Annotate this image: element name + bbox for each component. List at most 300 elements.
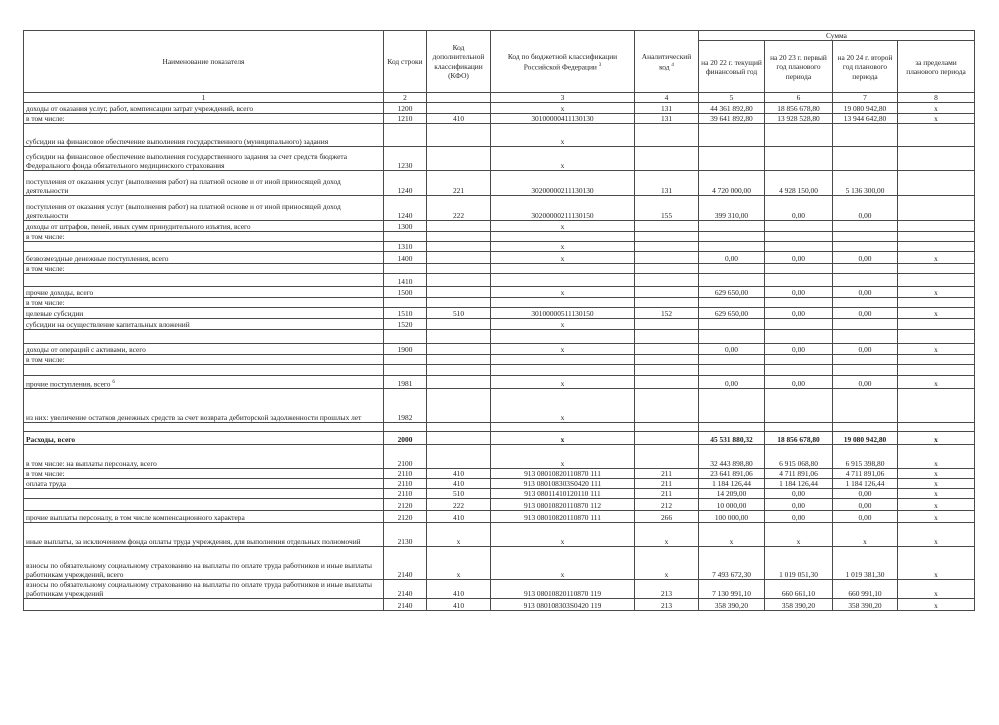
row-analytic-code xyxy=(635,365,699,376)
row-name: прочие поступления, всего $^6$ xyxy=(24,376,384,389)
row-sum-2022: 358 390,20 xyxy=(699,599,765,611)
row-analytic-code xyxy=(635,298,699,308)
row-analytic-code xyxy=(635,376,699,389)
row-name xyxy=(24,365,384,376)
header-year-1: на 20 22 г. текущий финансовый год xyxy=(699,41,765,93)
row-sum-beyond xyxy=(898,298,975,308)
table-row xyxy=(24,287,975,298)
row-code xyxy=(384,232,427,242)
row-sum-2022 xyxy=(699,330,765,344)
table-row xyxy=(24,114,975,124)
table-row xyxy=(24,103,975,114)
row-sum-2023: 18 856 678,80 xyxy=(765,103,833,114)
row-analytic-code: 131 xyxy=(635,114,699,124)
row-kbk: 913 080108303S0420 119 xyxy=(491,599,635,611)
row-name xyxy=(24,599,384,611)
row-kbk: х xyxy=(491,376,635,389)
row-sum-2023: 1 184 126,44 xyxy=(765,479,833,489)
row-kbk: х xyxy=(491,242,635,252)
row-sum-2024: 0,00 xyxy=(833,344,898,355)
row-sum-2023: 0,00 xyxy=(765,344,833,355)
row-sum-2022 xyxy=(699,232,765,242)
row-name: целевые субсидии xyxy=(24,308,384,319)
row-sum-2022: 1 184 126,44 xyxy=(699,479,765,489)
row-sum-2024: 19 080 942,80 xyxy=(833,103,898,114)
row-sum-beyond xyxy=(898,319,975,330)
financial-table xyxy=(23,30,975,611)
table-row xyxy=(24,445,975,469)
row-sum-2023 xyxy=(765,124,833,147)
row-sum-beyond: х xyxy=(898,547,975,580)
row-kfo: 410 xyxy=(427,511,491,523)
footnote-mark: 6 xyxy=(112,379,115,385)
row-sum-2022 xyxy=(699,264,765,274)
row-sum-2024: 0,00 xyxy=(833,489,898,499)
row-sum-2024: 0,00 xyxy=(833,376,898,389)
row-code xyxy=(384,330,427,344)
index-cell: 3 xyxy=(491,93,635,103)
header-kbk: Код по бюджетной классификации Российской Федерации $^3$ xyxy=(491,31,635,93)
row-sum-2022: х xyxy=(699,523,765,547)
index-cell: 1 xyxy=(24,93,384,103)
row-sum-2023 xyxy=(765,221,833,232)
row-code: 2120 xyxy=(384,499,427,511)
row-code: 1240 xyxy=(384,171,427,196)
row-sum-2022: 100 000,00 xyxy=(699,511,765,523)
row-sum-2022: 14 209,00 xyxy=(699,489,765,499)
table-row xyxy=(24,308,975,319)
row-sum-beyond: х xyxy=(898,580,975,599)
table-row xyxy=(24,242,975,252)
row-sum-beyond: х xyxy=(898,432,975,445)
header-name: Наименование показателя xyxy=(24,31,384,93)
row-kbk xyxy=(491,264,635,274)
row-sum-2024: 358 390,20 xyxy=(833,599,898,611)
row-kfo: 410 xyxy=(427,599,491,611)
row-sum-2023 xyxy=(765,365,833,376)
row-sum-beyond: х xyxy=(898,469,975,479)
row-sum-2022: 399 310,00 xyxy=(699,196,765,221)
row-sum-2023: 0,00 xyxy=(765,376,833,389)
row-kfo xyxy=(427,124,491,147)
row-analytic-code xyxy=(635,344,699,355)
row-analytic-code xyxy=(635,287,699,298)
row-sum-beyond xyxy=(898,423,975,432)
row-sum-beyond: х xyxy=(898,103,975,114)
row-sum-2023 xyxy=(765,319,833,330)
row-kfo xyxy=(427,274,491,287)
row-analytic-code xyxy=(635,423,699,432)
row-sum-2024 xyxy=(833,355,898,365)
row-code: 1500 xyxy=(384,287,427,298)
row-analytic-code: 211 xyxy=(635,489,699,499)
row-sum-2024: 1 019 381,30 xyxy=(833,547,898,580)
row-sum-2024: 1 184 126,44 xyxy=(833,479,898,489)
row-analytic-code: 131 xyxy=(635,103,699,114)
row-sum-2024: 4 711 891,06 xyxy=(833,469,898,479)
row-code: 2000 xyxy=(384,432,427,445)
row-sum-2022: 44 361 892,80 xyxy=(699,103,765,114)
row-analytic-code xyxy=(635,147,699,171)
row-code xyxy=(384,423,427,432)
row-kbk xyxy=(491,355,635,365)
header-kfo: Код дополнительной классификации (КФО) xyxy=(427,31,491,93)
row-sum-2022 xyxy=(699,221,765,232)
row-kfo xyxy=(427,355,491,365)
row-kfo xyxy=(427,365,491,376)
row-kbk: х xyxy=(491,147,635,171)
row-sum-2024 xyxy=(833,298,898,308)
row-sum-beyond xyxy=(898,389,975,423)
row-kbk xyxy=(491,298,635,308)
row-sum-beyond xyxy=(898,221,975,232)
row-name: субсидии на финансовое обеспечение выполнения государственного (муниципального) задания xyxy=(24,124,384,147)
row-kfo xyxy=(427,252,491,264)
row-sum-2023: 0,00 xyxy=(765,308,833,319)
header-beyond: за пределами планового периода xyxy=(898,41,975,93)
row-kfo: 222 xyxy=(427,196,491,221)
row-sum-2024 xyxy=(833,423,898,432)
table-row xyxy=(24,232,975,242)
row-code xyxy=(384,355,427,365)
row-kbk: х xyxy=(491,221,635,232)
index-cell: 2 xyxy=(384,93,427,103)
row-sum-beyond: х xyxy=(898,523,975,547)
row-sum-2022 xyxy=(699,355,765,365)
row-kfo xyxy=(427,103,491,114)
row-kbk: х xyxy=(491,523,635,547)
row-sum-beyond xyxy=(898,274,975,287)
row-sum-2024: 0,00 xyxy=(833,287,898,298)
row-code: 1200 xyxy=(384,103,427,114)
row-sum-beyond xyxy=(898,147,975,171)
financial-plan-sheet xyxy=(23,30,975,611)
row-sum-2022 xyxy=(699,319,765,330)
row-kfo xyxy=(427,432,491,445)
row-sum-2024 xyxy=(833,221,898,232)
row-kbk xyxy=(491,365,635,376)
table-row xyxy=(24,469,975,479)
row-analytic-code: 213 xyxy=(635,580,699,599)
row-sum-2023: 6 915 068,80 xyxy=(765,445,833,469)
row-code: 2120 xyxy=(384,511,427,523)
table-row xyxy=(24,423,975,432)
row-analytic-code: 213 xyxy=(635,599,699,611)
row-name: доходы от штрафов, пеней, иных сумм принудительного изъятия, всего xyxy=(24,221,384,232)
row-kbk: х xyxy=(491,344,635,355)
table-row xyxy=(24,499,975,511)
row-kbk: х xyxy=(491,252,635,264)
table-row xyxy=(24,171,975,196)
table-row xyxy=(24,511,975,523)
row-sum-beyond: х xyxy=(898,499,975,511)
row-sum-beyond: х xyxy=(898,479,975,489)
row-sum-beyond: х xyxy=(898,445,975,469)
row-name: взносы по обязательному социальному страхованию на выплаты по оплате труда работников и иные выплаты работникам учреждений xyxy=(24,580,384,599)
row-kfo xyxy=(427,389,491,423)
row-sum-2024: 13 944 642,80 xyxy=(833,114,898,124)
row-kbk: х xyxy=(491,103,635,114)
row-sum-2023 xyxy=(765,423,833,432)
row-sum-2023: 660 661,10 xyxy=(765,580,833,599)
row-analytic-code xyxy=(635,432,699,445)
row-name: в том числе: xyxy=(24,232,384,242)
row-analytic-code xyxy=(635,221,699,232)
row-kbk: 30100000511130150 xyxy=(491,308,635,319)
table-row xyxy=(24,547,975,580)
row-name xyxy=(24,242,384,252)
row-sum-2024 xyxy=(833,147,898,171)
row-kfo: 410 xyxy=(427,479,491,489)
row-code xyxy=(384,124,427,147)
row-code: 1520 xyxy=(384,319,427,330)
table-row xyxy=(24,580,975,599)
row-sum-2023: 358 390,20 xyxy=(765,599,833,611)
row-sum-beyond: х xyxy=(898,344,975,355)
row-sum-2022 xyxy=(699,365,765,376)
row-sum-beyond: х xyxy=(898,114,975,124)
row-sum-2023: 0,00 xyxy=(765,252,833,264)
row-sum-beyond xyxy=(898,264,975,274)
row-kfo xyxy=(427,147,491,171)
row-name: оплата труда xyxy=(24,479,384,489)
header-row-code: Код строки xyxy=(384,31,427,93)
row-analytic-code xyxy=(635,264,699,274)
row-kfo xyxy=(427,264,491,274)
row-code: 1230 xyxy=(384,147,427,171)
row-sum-2024 xyxy=(833,330,898,344)
row-code: 2140 xyxy=(384,599,427,611)
table-row xyxy=(24,319,975,330)
row-code: 1510 xyxy=(384,308,427,319)
header-sum: Сумма xyxy=(699,31,975,41)
row-code: 2110 xyxy=(384,469,427,479)
row-sum-2022: 45 531 880,32 xyxy=(699,432,765,445)
row-name: в том числе: xyxy=(24,355,384,365)
row-sum-2023: х xyxy=(765,523,833,547)
row-analytic-code xyxy=(635,355,699,365)
table-row xyxy=(24,376,975,389)
row-name xyxy=(24,274,384,287)
row-sum-2024 xyxy=(833,124,898,147)
row-name: Расходы, всего xyxy=(24,432,384,445)
row-sum-2022 xyxy=(699,298,765,308)
row-sum-beyond: х xyxy=(898,252,975,264)
index-cell: 7 xyxy=(833,93,898,103)
row-sum-2023: 0,00 xyxy=(765,511,833,523)
row-sum-2022: 629 650,00 xyxy=(699,308,765,319)
row-kfo xyxy=(427,376,491,389)
row-analytic-code xyxy=(635,124,699,147)
row-sum-2023 xyxy=(765,274,833,287)
row-sum-2023: 0,00 xyxy=(765,499,833,511)
row-sum-beyond xyxy=(898,196,975,221)
row-sum-2024 xyxy=(833,319,898,330)
row-sum-beyond: х xyxy=(898,376,975,389)
row-name xyxy=(24,423,384,432)
table-row xyxy=(24,389,975,423)
row-kbk xyxy=(491,274,635,287)
table-row xyxy=(24,599,975,611)
row-analytic-code xyxy=(635,389,699,423)
row-analytic-code: 211 xyxy=(635,479,699,489)
table-row xyxy=(24,330,975,344)
row-name: в том числе: xyxy=(24,114,384,124)
row-kbk: 913 080108303S0420 111 xyxy=(491,479,635,489)
index-cell: 6 xyxy=(765,93,833,103)
row-code: 1900 xyxy=(384,344,427,355)
row-kbk: х xyxy=(491,319,635,330)
table-row xyxy=(24,196,975,221)
row-name: из них: увеличение остатков денежных средств за счет возврата дебиторской задолженности прошлых лет xyxy=(24,389,384,423)
row-sum-2022: 4 720 000,00 xyxy=(699,171,765,196)
row-analytic-code xyxy=(635,274,699,287)
row-sum-2024: 660 991,10 xyxy=(833,580,898,599)
table-row xyxy=(24,264,975,274)
row-kfo: 221 xyxy=(427,171,491,196)
row-code: 2140 xyxy=(384,580,427,599)
row-kbk: х xyxy=(491,287,635,298)
row-sum-2022: 0,00 xyxy=(699,252,765,264)
table-row xyxy=(24,355,975,365)
row-sum-2023: 1 019 051,30 xyxy=(765,547,833,580)
header-year-2: на 20 23 г. первый год планового периода xyxy=(765,41,833,93)
row-kbk: 913 08011410120110 111 xyxy=(491,489,635,499)
row-sum-2022: 39 641 892,80 xyxy=(699,114,765,124)
row-sum-2022 xyxy=(699,124,765,147)
row-kfo xyxy=(427,319,491,330)
index-cell xyxy=(427,93,491,103)
row-sum-2024 xyxy=(833,274,898,287)
row-analytic-code: 212 xyxy=(635,499,699,511)
row-name: поступления от оказания услуг (выполнения работ) на платной основе и от иной приносящей доход деятельности xyxy=(24,171,384,196)
row-kfo xyxy=(427,298,491,308)
row-sum-2022 xyxy=(699,242,765,252)
header-analytic: Аналитический код $^4$ xyxy=(635,31,699,93)
row-sum-beyond xyxy=(898,171,975,196)
row-code: 1982 xyxy=(384,389,427,423)
row-sum-2024: 0,00 xyxy=(833,252,898,264)
row-sum-2023 xyxy=(765,330,833,344)
row-kbk: 30200000211130150 xyxy=(491,196,635,221)
row-analytic-code: 155 xyxy=(635,196,699,221)
row-sum-2022 xyxy=(699,274,765,287)
row-sum-2023: 18 856 678,80 xyxy=(765,432,833,445)
row-sum-beyond xyxy=(898,365,975,376)
header-year-3: на 20 24 г. второй год планового периода xyxy=(833,41,898,93)
row-name: в том числе: xyxy=(24,469,384,479)
row-sum-2024: 0,00 xyxy=(833,511,898,523)
table-row xyxy=(24,365,975,376)
row-code: 1240 xyxy=(384,196,427,221)
column-index-row xyxy=(24,93,975,103)
row-kfo xyxy=(427,242,491,252)
row-kbk: х xyxy=(491,124,635,147)
row-name xyxy=(24,499,384,511)
row-sum-2024 xyxy=(833,242,898,252)
row-sum-2023 xyxy=(765,389,833,423)
row-kfo xyxy=(427,287,491,298)
row-code xyxy=(384,298,427,308)
row-kbk: х xyxy=(491,445,635,469)
row-analytic-code xyxy=(635,232,699,242)
table-body xyxy=(24,103,975,611)
row-sum-beyond: х xyxy=(898,599,975,611)
row-kfo xyxy=(427,344,491,355)
row-analytic-code xyxy=(635,330,699,344)
row-code: 2100 xyxy=(384,445,427,469)
row-kfo: 410 xyxy=(427,469,491,479)
row-name: субсидии на осуществление капитальных вложений xyxy=(24,319,384,330)
row-name: прочие выплаты персоналу, в том числе компенсационного характера xyxy=(24,511,384,523)
row-name xyxy=(24,330,384,344)
row-sum-2024 xyxy=(833,365,898,376)
row-analytic-code xyxy=(635,445,699,469)
row-analytic-code: 152 xyxy=(635,308,699,319)
row-analytic-code xyxy=(635,242,699,252)
row-sum-2022: 7 130 991,10 xyxy=(699,580,765,599)
index-cell: 8 xyxy=(898,93,975,103)
table-row xyxy=(24,221,975,232)
row-name: поступления от оказания услуг (выполнения работ) на платной основе и от иной приносящей доход деятельности xyxy=(24,196,384,221)
row-sum-2023 xyxy=(765,298,833,308)
row-sum-beyond xyxy=(898,242,975,252)
row-code: 1410 xyxy=(384,274,427,287)
row-sum-2023 xyxy=(765,355,833,365)
row-sum-2022 xyxy=(699,423,765,432)
row-sum-2023: 4 711 891,06 xyxy=(765,469,833,479)
row-code: 1310 xyxy=(384,242,427,252)
row-sum-beyond xyxy=(898,124,975,147)
row-kbk xyxy=(491,232,635,242)
row-name: субсидии на финансовое обеспечение выполнения государственного задания за счет средств бюджета Федерального фонда обязательного медицинского страхования xyxy=(24,147,384,171)
table-row xyxy=(24,298,975,308)
table-row xyxy=(24,124,975,147)
row-kfo xyxy=(427,232,491,242)
row-code xyxy=(384,264,427,274)
row-kfo: х xyxy=(427,547,491,580)
row-kbk: х xyxy=(491,389,635,423)
row-sum-2023: 0,00 xyxy=(765,287,833,298)
row-analytic-code xyxy=(635,319,699,330)
row-kfo: 510 xyxy=(427,308,491,319)
row-code: 2110 xyxy=(384,479,427,489)
row-kfo: 410 xyxy=(427,114,491,124)
row-name: иные выплаты, за исключением фонда оплаты труда учреждения, для выполнения отдельных полномочий xyxy=(24,523,384,547)
table-row xyxy=(24,523,975,547)
row-kfo: 222 xyxy=(427,499,491,511)
table-row xyxy=(24,344,975,355)
row-code: 2140 xyxy=(384,547,427,580)
row-analytic-code: 211 xyxy=(635,469,699,479)
index-cell: 5 xyxy=(699,93,765,103)
row-kfo xyxy=(427,445,491,469)
row-sum-2024: 0,00 xyxy=(833,499,898,511)
row-sum-2024: 5 136 300,00 xyxy=(833,171,898,196)
row-code: 1210 xyxy=(384,114,427,124)
row-code: 1400 xyxy=(384,252,427,264)
row-sum-2023 xyxy=(765,242,833,252)
row-name xyxy=(24,489,384,499)
row-sum-2024: х xyxy=(833,523,898,547)
row-analytic-code: х xyxy=(635,547,699,580)
row-kbk: х xyxy=(491,547,635,580)
row-analytic-code: 266 xyxy=(635,511,699,523)
table-row xyxy=(24,489,975,499)
row-kbk: 913 08010820110870 112 xyxy=(491,499,635,511)
row-sum-2023: 4 928 150,00 xyxy=(765,171,833,196)
row-kfo: 510 xyxy=(427,489,491,499)
